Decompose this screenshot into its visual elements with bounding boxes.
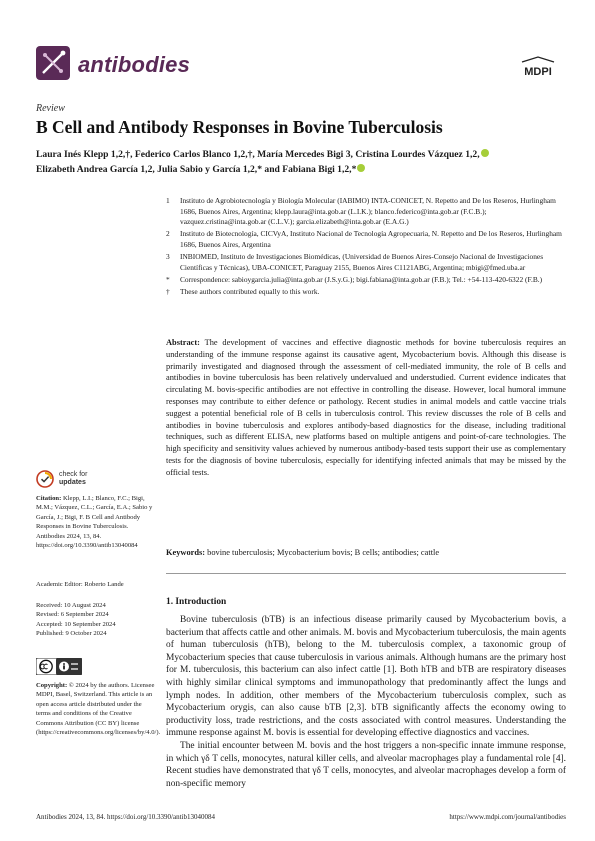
authors-line-1: Laura Inés Klepp 1,2,†, Federico Carlos Blanco 1,2,†, María Mercedes Bigi 3, Cristina Lourdes Vázquez 1,2, [36,149,480,160]
introduction-body [166,614,566,790]
cc-by-license-icon [36,658,82,675]
citation-text: Klepp, L.I.; Blanco, F.C.; Bigi, M.M.; Vázquez, C.L.; García, E.A.; Sabio y García, J.; Bigi, F. B Cell and Antibody Responses in Bovine Tuberculosis. Antibodies 2024, 13, 84. https://doi.org/10.3390/antib13040084 [36,495,153,550]
check-for-updates-badge[interactable] [36,468,156,490]
citation-block [36,494,156,550]
intro-paragraph-1: Bovine tuberculosis (bTB) is an infectious disease primarily caused by Mycobacterium bovis, a bacterium that affects cattle and other animals. M. bovis and Mycobacterium tuberculosis, the main agents of human tuberculosis (hTB), belong to the M. tuberculosis complex, a taxonomic group of Mycobacterium species that cause tuberculosis in various animals. Although humans are the primary host for M. tuberculosis, this bacterium can also infect cattle [1]. Both hTB and bTB are respiratory diseases with highly similar clinical symptoms and immunopathology that predominantly affect the lungs and lymph nodes. In addition, other members of the Mycobacterium tuberculosis complex, such as Mycobacterium orygis, can also cause bTB [2,3]. bTB significantly affects the economy owing to productivity loss, trade restrictions, and the costs associated with control measures. Understanding the immune response against M. bovis is essential for developing effective diagnostics and vaccines. [166,615,566,739]
affiliations [166,196,566,299]
abstract-label: Abstract: [166,338,200,347]
dates-block [36,601,156,639]
copyright-label: Copyright: [36,682,68,689]
check-updates-icon [36,470,54,488]
check-line-2: updates [59,479,86,486]
accepted-date: Accepted: 10 September 2024 [36,620,116,628]
equal-contribution-note: † These authors contributed equally to this work. [166,286,320,296]
abstract-text: The development of vaccines and effective diagnostic methods for bovine tuberculosis requires an understanding of the immune response against its causative agent, Mycobacterium bovis. Although this disease is primarily investigated and diagnosed through the assessment of cell-mediated immunity, the role of B cells and antibodies in bovine tuberculosis has been relatively undervalued and understudied. Current evidence indicates that circulating M. bovis-specific antibodies are not effective in controlling the disease. However, local humoral immune responses may contribute to either defence or pathology. Recent studies in animal models and cattle vaccine trials suggest a potential beneficial role of B cells in tuberculosis control. This review discusses the role of B cells and antibodies in bovine tuberculosis and explores antibody-based diagnostics for the disease, including traditional techniques, such as different ELISA, new platforms based on multiple antigens and point-of-care technologies. The high specificity and sensitivity values achieved by numerous antibody-based tests support their use as complementary tests for the diagnosis of bovine tuberculosis, especially for identifying infected animals that may be missed by the official tests. [166,338,566,477]
orcid-icon[interactable] [357,164,365,172]
keywords-text: bovine tuberculosis; Mycobacterium bovis; B cells; antibodies; cattle [207,548,440,557]
footer-citation: Antibodies 2024, 13, 84. https://doi.org/10.3390/antib13040084 [36,813,215,821]
abstract [166,337,566,479]
academic-editor: Academic Editor: Roberto Lande [36,581,124,588]
correspondence: * Correspondence: sabioygarcia.julia@inta.gob.ar (J.S.y.G.); bigi.fabiana@inta.gob.ar (F.B.); Tel.: +54-113-420-6322 (F.B.) [166,274,543,284]
author-list [36,147,564,177]
journal-url-link[interactable]: https://www.mdpi.com/journal/antibodies [449,813,566,821]
copyright-text: © 2024 by the authors. Licensee MDPI, Basel, Switzerland. This article is an open access article distributed under the terms and conditions of the Creative Commons Attribution (CC BY) license (https://creativecommons.org/licenses/by/4.0/). [36,682,161,737]
citation-label: Citation: [36,495,62,502]
revised-date: Revised: 6 September 2024 [36,611,109,619]
keywords-label: Keywords: [166,548,206,557]
keywords [166,547,566,559]
intro-paragraph-2: The initial encounter between M. bovis and the host triggers a non-specific innate immune response, in which γδ T cells, monocytes, natural killer cells, and alveolar macrophages play a fundamental role [4]. Recent studies have demonstrated that γδ T cells, monocytes, and alveolar macrophages develop a form of non-specific memory [166,740,566,789]
journal-name: antibodies [78,52,191,77]
affiliation-item: 1 Instituto de Agrobiotecnología y Biología Molecular (IABIMO) INTA-CONICET, N. Repetto and De los Reseros, Hurlingham 1686, Buenos Aires, Argentina; klepp.laura@inta.gob.ar (L.I.K.); blanco.federico@inta.gob.ar (F.C.B.); vazquez.cristina@inta.gob.ar (C.L.V.); garcia.elizabeth@inta.gob.ar (E.A.G.) [166,196,556,227]
authors-line-2: Elizabeth Andrea García 1,2, Julia Sabio y García 1,2,* and Fabiana Bigi 1,2,* [36,164,357,175]
affiliation-item: 3 INBIOMED, Instituto de Investigaciones Biomédicas, (Universidad de Buenos Aires-Consejo Nacional de Investigaciones Científicas y Técnicas), UBA-CONICET, Paraguay 2155, Buenos Aires C1121ABG, Argentina; mbigi@fmed.uba.ar [166,251,544,272]
published-date: Published: 9 October 2024 [36,630,107,638]
check-line-1: check for [59,471,88,478]
journal-logo-icon [36,46,70,80]
orcid-icon[interactable] [481,149,489,157]
article-title: B Cell and Antibody Responses in Bovine Tuberculosis [36,117,443,137]
received-date: Received: 10 August 2024 [36,602,106,609]
section-heading: 1. Introduction [166,597,227,607]
mdpi-logo [516,56,560,78]
copyright-block [36,681,161,737]
mdpi-logo-text: MDPI [524,66,552,78]
article-type: Review [36,103,65,114]
affiliation-item: 2 Instituto de Biotecnología, CICVyA, Instituto Nacional de Tecnología Agropecuaria, N. Repetto and De los Reseros, Hurlingham 1686, Buenos Aires, Argentina [166,229,562,249]
section-divider [166,573,566,574]
